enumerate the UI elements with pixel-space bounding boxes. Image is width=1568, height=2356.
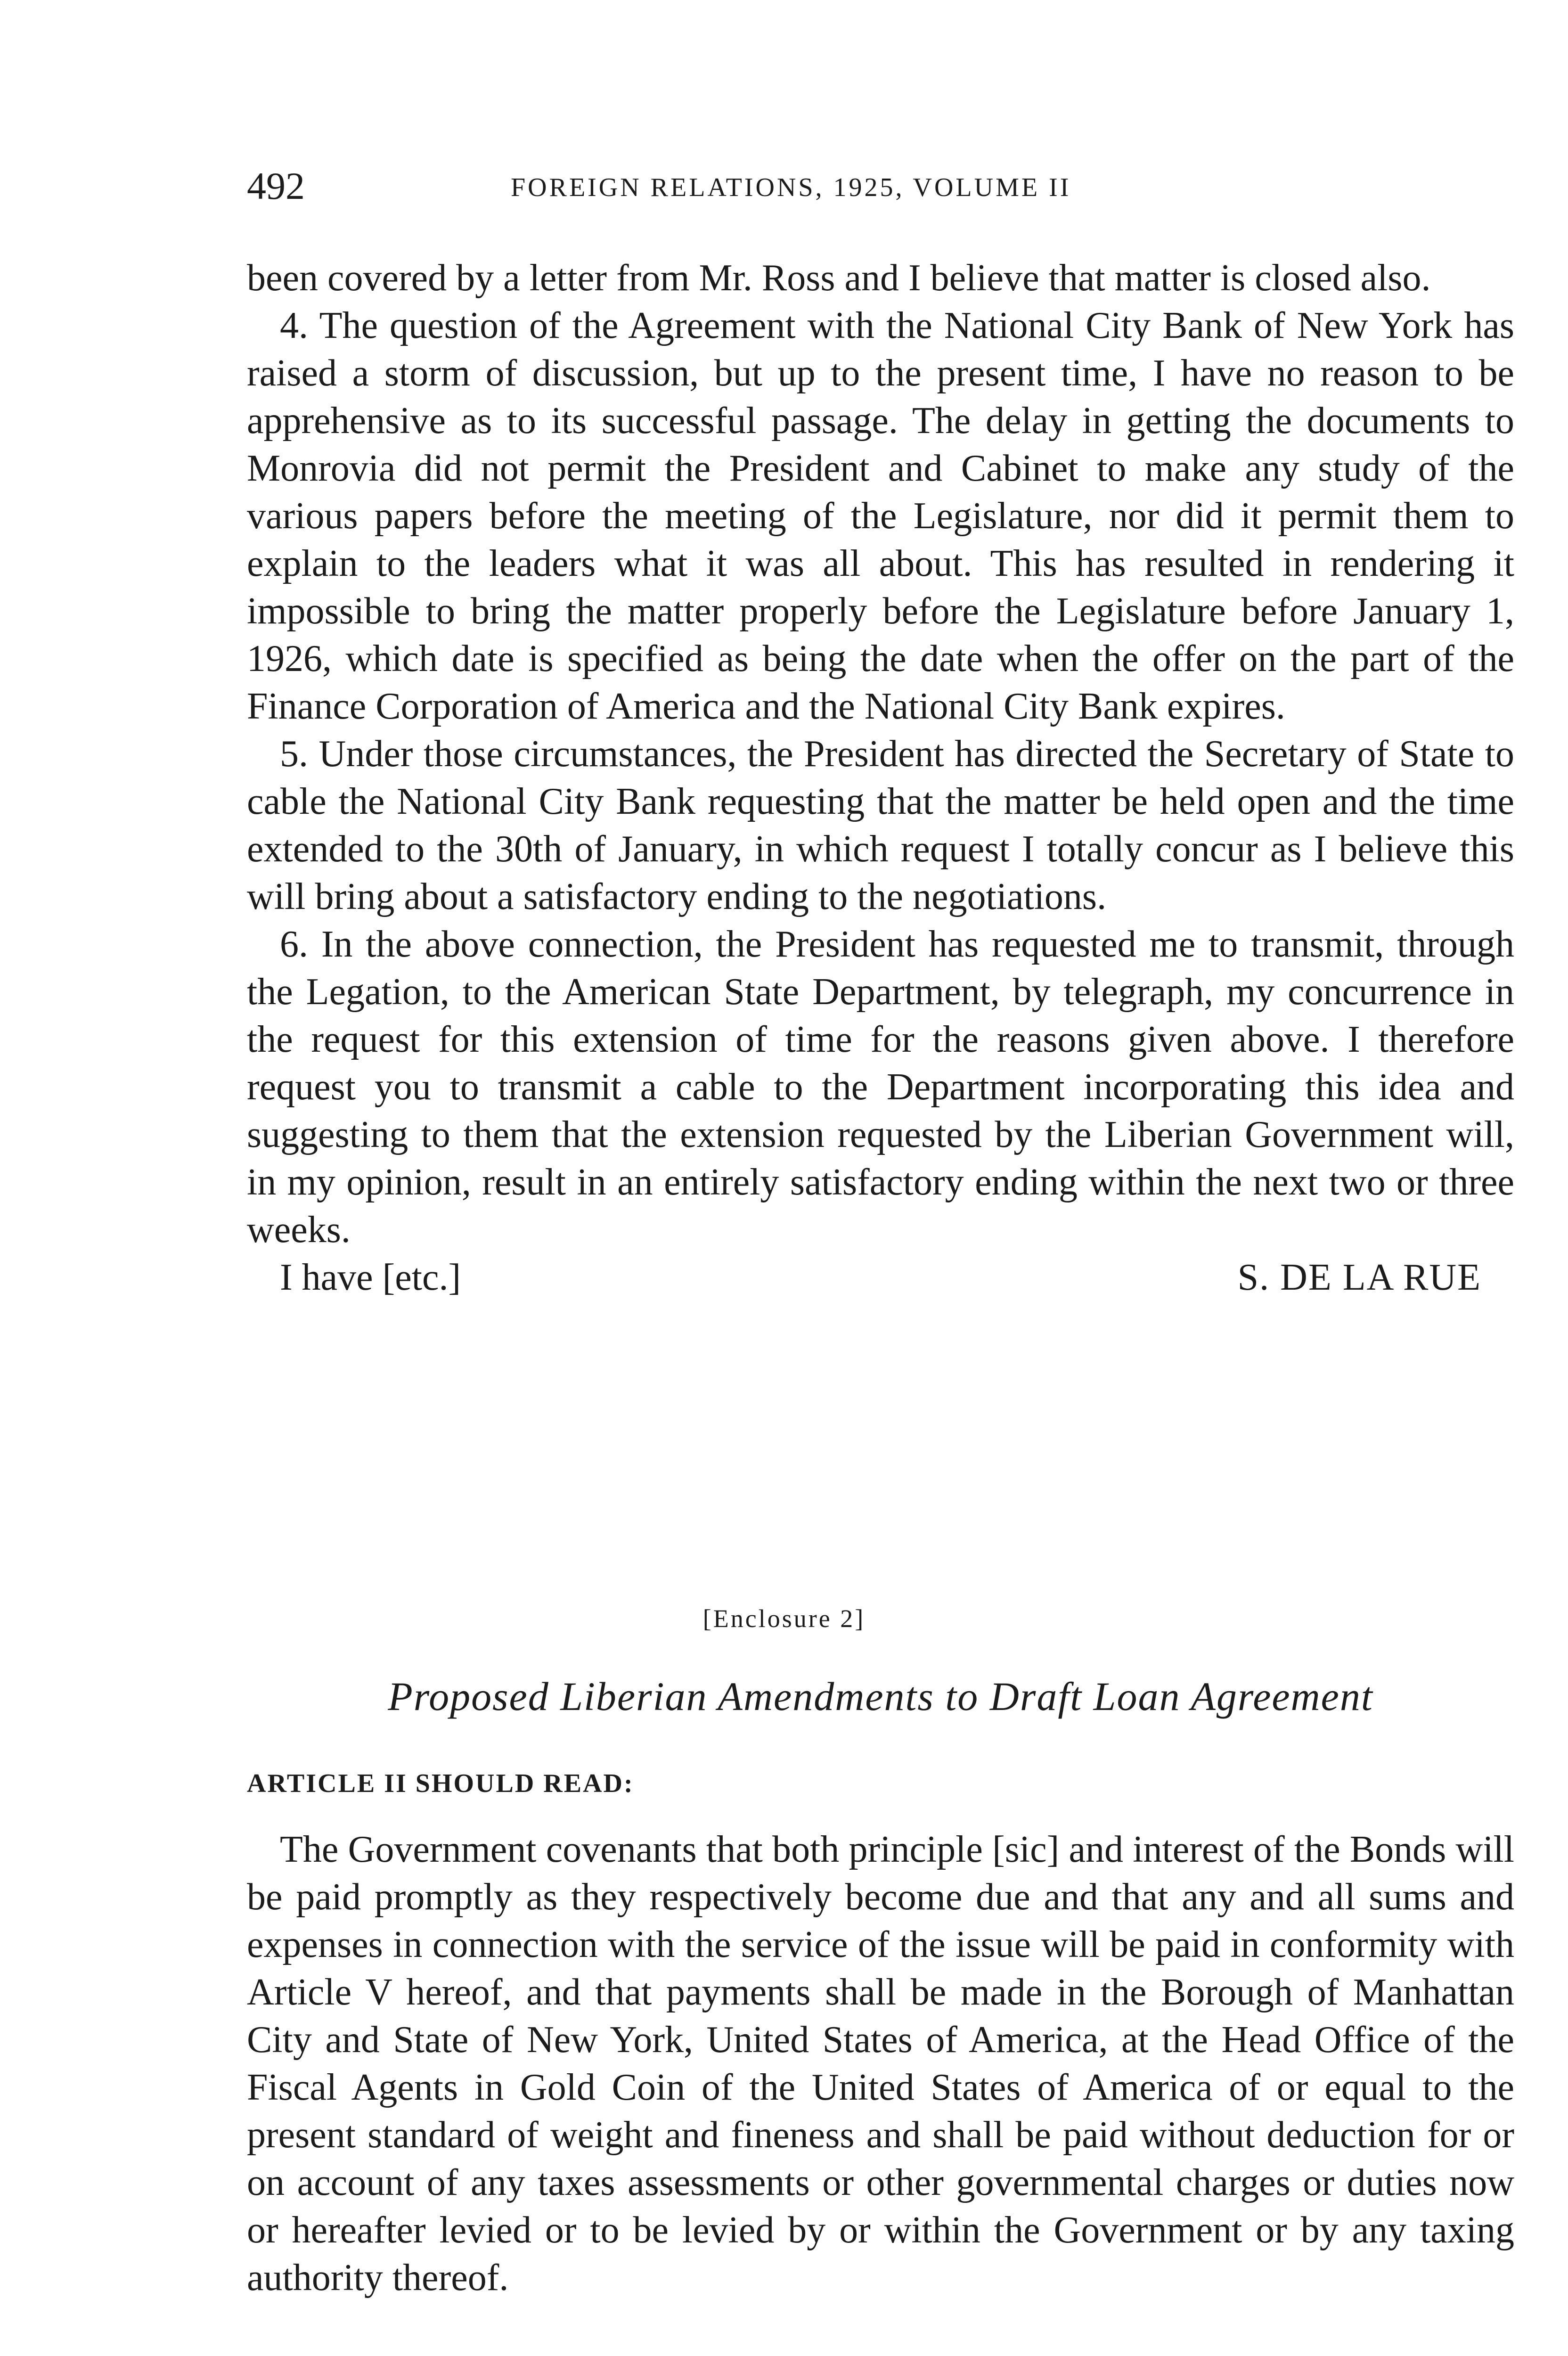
running-title: FOREIGN RELATIONS, 1925, VOLUME II: [511, 173, 1071, 202]
paragraph-4: 4. The question of the Agreement with the National City Bank of New York has raised a storm of discussion, but up to the present time, I have no reason to be apprehensive as to its successful passage. The delay in getting the documents to Monrovia did not permit the President and Cabinet to make any study of the various papers before the meeting of the Legislature, nor did it permit them to explain to the leaders what it was all about. This has resulted in rendering it impossible to bring the matter properly before the Legislature before January 1, 1926, which date is specified as being the date when the offer on the part of the Finance Corporation of America and the National City Bank expires.: [247, 305, 1514, 727]
paragraph-5: 5. Under those circumstances, the President has directed the Secretary of State to cable the National City Bank requesting that the matter be held open and the time extended to the 30th of January, in which request I totally concur as I believe this will bring about a satisfactory ending to the negotiations.: [247, 733, 1514, 917]
signature-name: S. DE LA RUE: [1237, 1257, 1481, 1298]
paragraph-6: 6. In the above connection, the President has requested me to transmit, through the Legation, to the American State Department, by telegraph, my concurrence in the request for this extension of time for the reasons given above. I therefore request you to transmit a cable to the Department incorporating this idea and suggesting to them that the extension requested by the Liberian Government will, in my opinion, result in an entirely satisfactory ending within the next two or three weeks.: [247, 924, 1514, 1251]
continued-paragraph: been covered by a letter from Mr. Ross and I believe that matter is closed also.: [247, 257, 1431, 299]
article-text: The Government covenants that both principle [sic] and interest of the Bonds will be paid promptly as they respectively become due and that any and all sums and expenses in connection with the service of the issue will be paid in conformity with Article V hereof, and that payments shall be made in the Borough of Manhattan City and State of New York, United States of America, at the Head Office of the Fiscal Agents in Gold Coin of the United States of America of or equal to the present standard of weight and fineness and shall be paid without deduction for or on account of any taxes assessments or other governmental charges or duties now or hereafter levied or to be levied by or within the Government or by any taxing authority thereof.: [247, 1829, 1514, 2299]
page-number: 492: [247, 164, 305, 207]
enclosure-label: [Enclosure 2]: [702, 1604, 866, 1633]
enclosure-title: Proposed Liberian Amendments to Draft Loan Agreement: [388, 1674, 1373, 1719]
page-header: [247, 163, 1525, 210]
letter-body: [247, 254, 1514, 1301]
article-heading: ARTICLE II SHOULD READ:: [247, 1769, 634, 1798]
signoff-line: [247, 1254, 1514, 1301]
closing-phrase: I have [etc.]: [280, 1257, 461, 1298]
